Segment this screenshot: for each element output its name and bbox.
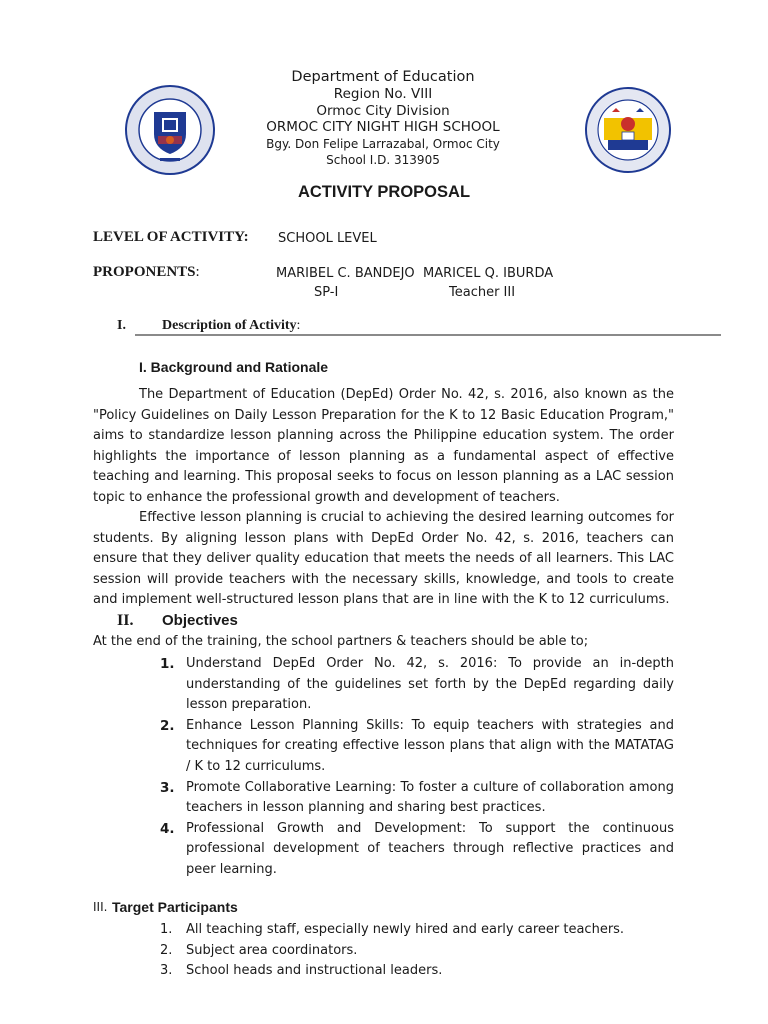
objectives-list (160, 654, 674, 881)
proponents-label: PROPONENTS: (93, 264, 200, 280)
level-label: LEVEL OF ACTIVITY: (93, 229, 249, 245)
list-item: 3. Promote Collaborative Learning: To foster a culture of collaboration among teachers in lesson planning and sharing best practices. (160, 779, 674, 816)
objectives-heading: Objectives (162, 612, 238, 629)
background-paragraph-1: The Department of Education (DepEd) Order No. 42, s. 2016, also known as the "Policy Guidelines on Daily Lesson Preparation for the K to 12 Basic Education Program," aims to standardize lesson planning across the Philippine education system. The order highlights the importance of lesson planning as a fundamental aspect of effective teaching and learning. This proposal seeks to focus on lesson planning as a LAC session topic to enhance the professional growth and development of teachers. (93, 387, 674, 505)
section-1-numeral: I. (117, 318, 126, 333)
list-item: 1. All teaching staff, especially newly hired and early career teachers. (160, 922, 625, 937)
letterhead (190, 68, 576, 168)
document-title: ACTIVITY PROPOSAL (297, 183, 471, 201)
list-item: 1. Understand DepEd Order No. 42, s. 2016: To provide an in-depth understanding of the guidelines set forth by the DepEd regarding daily lesson preparation. (160, 656, 674, 713)
division-name: Ormoc City Division (316, 102, 450, 119)
proponent-position-2: Teacher III (449, 285, 516, 300)
proponent-name-1: MARIBEL C. BANDEJO (276, 266, 415, 281)
targets-heading: Target Participants (112, 899, 238, 915)
proponent-name-2: MARICEL Q. IBURDA (423, 266, 554, 281)
deped-division-seal-icon (582, 84, 674, 176)
section-1-title: Description of Activity: (162, 318, 301, 333)
list-item: 4. Professional Growth and Development: To support the continuous professional development of teachers through reflective practices and peer learning. (160, 820, 674, 877)
school-name: ORMOC CITY NIGHT HIGH SCHOOL (266, 119, 500, 135)
department-name: Department of Education (291, 69, 475, 85)
level-value: SCHOOL LEVEL (278, 231, 377, 246)
targets-numeral: III. (93, 900, 108, 914)
background-paragraph-2: Effective lesson planning is crucial to achieving the desired learning outcomes for students. By aligning lesson plans with DepEd Order No. 42, s. 2016, teachers can ensure that they deliver quality education that meets the needs of all learners. This LAC session will provide teachers with the necessary skills, knowledge, and tools to create and implement well-structured lesson plans that are in line with the K to 12 curriculums. (93, 510, 674, 608)
targets-list (160, 920, 674, 982)
proponent-position-1: SP-I (314, 285, 339, 300)
list-item: 3. School heads and instructional leaders. (160, 963, 443, 979)
list-item: 2. Enhance Lesson Planning Skills: To equip teachers with strategies and techniques for creating effective lesson plans that align with the MATATAG / K to 12 curriculums. (160, 717, 674, 774)
objectives-numeral: II. (117, 612, 134, 629)
school-address: Bgy. Don Felipe Larrazabal, Ormoc City (266, 136, 500, 151)
list-item: 2. Subject area coordinators. (160, 942, 358, 958)
section-divider (135, 334, 721, 336)
objectives-intro: At the end of the training, the school partners & teachers should be able to; (93, 634, 589, 649)
background-heading: I. Background and Rationale (139, 359, 329, 375)
school-id: School I.D. 313905 (326, 152, 440, 167)
region-name: Region No. VIII (333, 86, 433, 102)
